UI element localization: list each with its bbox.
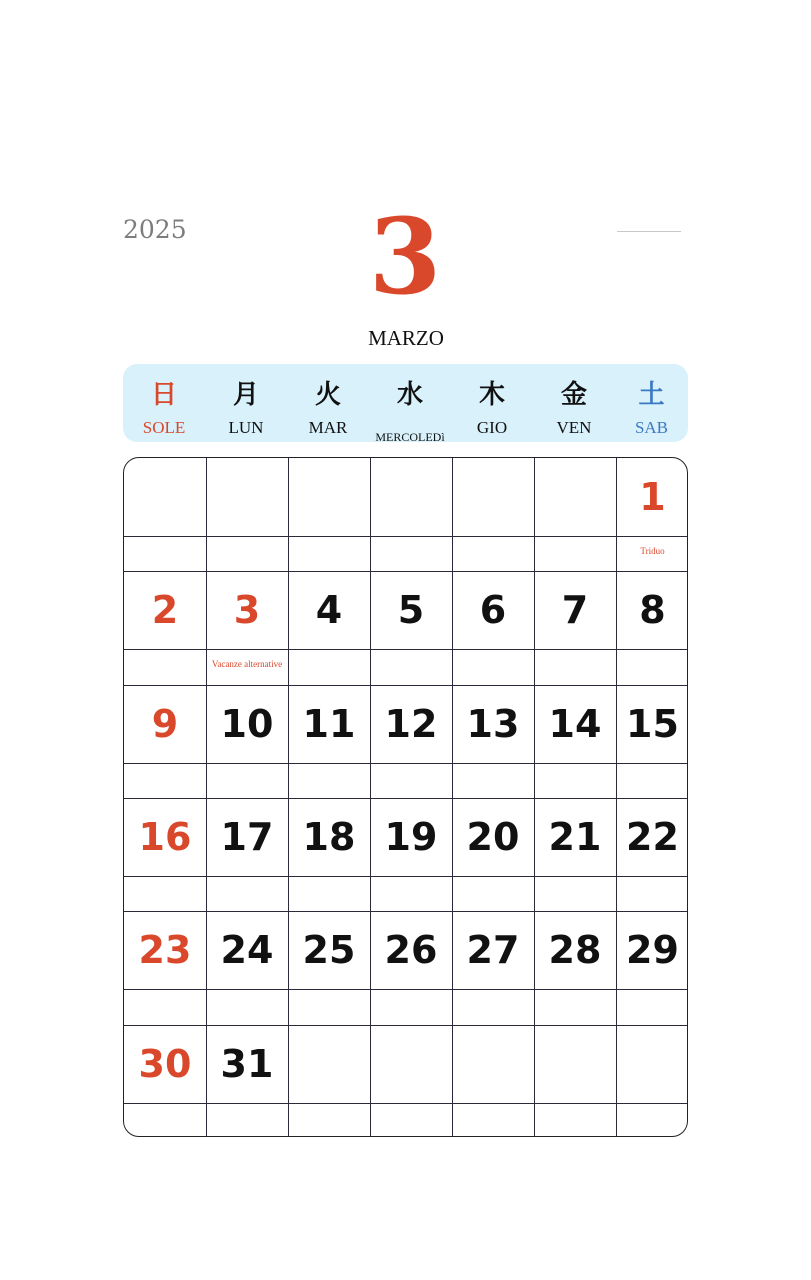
day-number: 20 (466, 814, 520, 859)
day-cell[interactable] (452, 911, 534, 1024)
weekday-kanji: 水 (396, 380, 423, 410)
day-cell[interactable] (206, 685, 288, 798)
day-cell[interactable] (452, 571, 534, 684)
day-cell[interactable] (534, 571, 616, 684)
weekday-fri (533, 364, 615, 442)
weekday-label: MERCOLEDì (375, 430, 445, 444)
day-number: 28 (548, 928, 602, 973)
day-cell[interactable] (124, 798, 206, 911)
day-number: 6 (479, 588, 507, 633)
weekday-label: GIO (476, 418, 508, 437)
day-cell[interactable] (124, 911, 206, 1024)
empty-day-cell (124, 458, 206, 571)
empty-day-cell (370, 1025, 452, 1138)
weekday-wed (369, 364, 451, 442)
day-number: 9 (151, 701, 179, 746)
weekday-tue (287, 364, 369, 442)
day-number: 21 (548, 814, 602, 859)
weekday-label: VEN (556, 418, 592, 437)
day-cell[interactable] (452, 798, 534, 911)
year-label: 2025 (123, 215, 187, 244)
day-number: 12 (384, 701, 438, 746)
empty-day-cell (370, 458, 452, 571)
month-number: 3 (368, 195, 442, 318)
day-number: 10 (220, 701, 274, 746)
month-name: MARZO (368, 326, 444, 350)
day-number: 3 (233, 588, 261, 633)
empty-day-cell (534, 1025, 616, 1138)
weekday-label: SAB (634, 418, 669, 437)
empty-day-cell (452, 1025, 534, 1138)
day-cell[interactable] (288, 571, 370, 684)
day-cell[interactable] (206, 798, 288, 911)
weekday-header (123, 364, 688, 442)
day-number: 29 (626, 928, 679, 973)
weekday-label: MAR (308, 418, 348, 437)
day-number: 22 (626, 814, 679, 859)
day-number: 4 (315, 588, 343, 633)
day-cell[interactable] (206, 1025, 288, 1138)
day-cell[interactable] (124, 571, 206, 684)
day-number: 25 (302, 928, 356, 973)
holiday-note: Triduo (640, 546, 665, 556)
day-cell[interactable] (452, 685, 534, 798)
day-cell[interactable] (534, 911, 616, 1024)
day-cell[interactable] (370, 571, 452, 684)
day-number: 24 (220, 928, 274, 973)
day-cell[interactable] (124, 685, 206, 798)
day-cell[interactable] (616, 798, 688, 911)
day-number: 27 (466, 928, 520, 973)
day-number: 31 (220, 1041, 274, 1086)
weekday-kanji: 日 (150, 380, 177, 410)
day-cell[interactable] (370, 798, 452, 911)
day-number: 23 (138, 928, 192, 973)
day-cell[interactable] (616, 911, 688, 1024)
day-number: 8 (639, 588, 666, 633)
weekday-thu (451, 364, 533, 442)
weekday-kanji: 月 (232, 380, 259, 410)
day-number: 26 (384, 928, 438, 973)
empty-day-cell (288, 1025, 370, 1138)
weekday-mon (205, 364, 287, 442)
empty-day-cell (616, 1025, 688, 1138)
weekday-kanji: 火 (314, 380, 341, 410)
day-cell[interactable] (616, 571, 688, 684)
day-number: 13 (466, 701, 520, 746)
day-number: 11 (302, 701, 356, 746)
weekday-kanji: 土 (638, 380, 665, 410)
day-number: 7 (561, 588, 589, 633)
day-cell[interactable] (288, 798, 370, 911)
empty-day-cell (534, 458, 616, 571)
day-cell[interactable] (370, 685, 452, 798)
day-cell[interactable] (288, 911, 370, 1024)
weekday-kanji: 金 (560, 380, 587, 410)
empty-day-cell (452, 458, 534, 571)
empty-day-cell (206, 458, 288, 571)
day-cell[interactable] (206, 911, 288, 1024)
day-cell[interactable] (370, 911, 452, 1024)
day-number: 2 (151, 588, 179, 633)
day-number: 30 (138, 1041, 192, 1086)
weekday-kanji: 木 (478, 380, 505, 410)
day-cell[interactable] (206, 571, 288, 684)
header-divider (617, 231, 681, 232)
day-cell[interactable] (616, 685, 688, 798)
day-number: 18 (302, 814, 356, 859)
weekday-sat (615, 364, 688, 442)
day-number: 19 (384, 814, 438, 859)
day-number: 1 (639, 475, 666, 519)
day-number: 16 (138, 814, 192, 859)
weekday-label: LUN (228, 418, 264, 437)
empty-day-cell (288, 458, 370, 571)
day-cell[interactable] (534, 798, 616, 911)
calendar-grid (123, 457, 688, 1137)
weekday-label: SOLE (142, 418, 186, 437)
weekday-sun (123, 364, 205, 442)
day-cell[interactable] (616, 458, 688, 571)
day-cell[interactable] (534, 685, 616, 798)
day-number: 17 (220, 814, 274, 859)
holiday-note: Vacanze alternative (211, 659, 283, 670)
day-number: 15 (626, 701, 679, 746)
day-cell[interactable] (124, 1025, 206, 1138)
day-cell[interactable] (288, 685, 370, 798)
day-number: 5 (397, 588, 425, 633)
day-number: 14 (548, 701, 602, 746)
